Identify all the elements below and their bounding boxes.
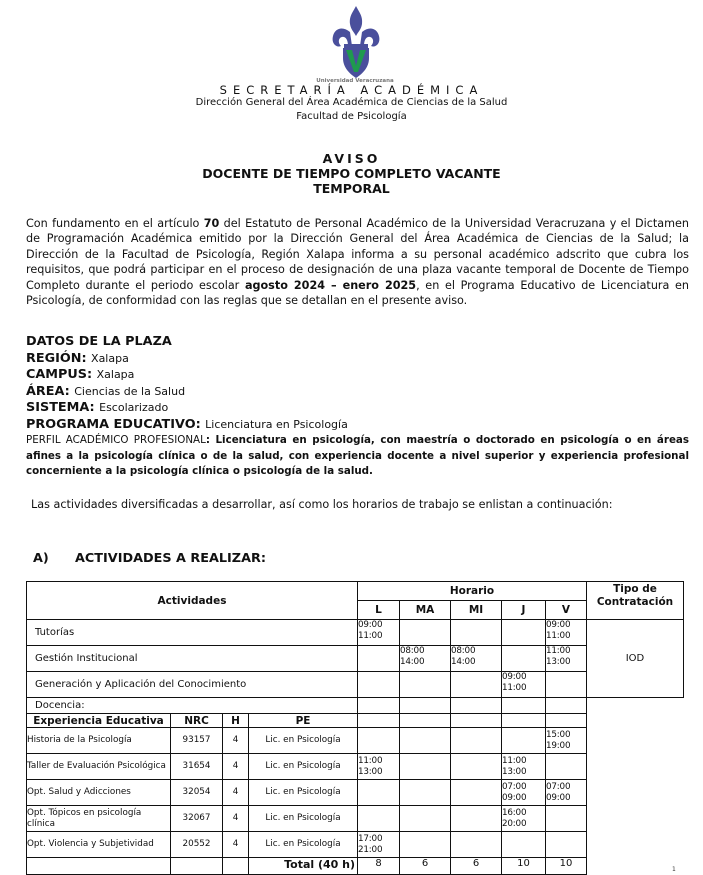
time-cell-ma <box>400 672 451 698</box>
total-label: Total (40 h) <box>249 858 358 875</box>
col-pe: PE <box>249 714 358 728</box>
time-cell-mi <box>451 806 502 832</box>
total-l: 8 <box>358 858 400 875</box>
page-number: 1 <box>672 866 676 873</box>
time-value: 17:00 <box>358 833 383 844</box>
time-cell-ma <box>400 832 451 858</box>
campus-value: Xalapa <box>96 368 135 382</box>
datos-heading: DATOS DE LA PLAZA <box>26 334 172 349</box>
time-cell-l <box>358 780 400 806</box>
time-value: 08:00 <box>400 646 425 656</box>
time-cell-ma <box>400 780 451 806</box>
time-cell-v <box>546 780 587 806</box>
time-cell-l <box>358 672 400 698</box>
course-pe: Lic. en Psicología <box>249 832 358 858</box>
tipo-contratacion-value: IOD <box>587 620 684 698</box>
time-cell-v <box>546 672 587 698</box>
col-day-mi: MI <box>451 601 502 620</box>
university-logo-icon <box>331 6 381 82</box>
course-hours: 4 <box>223 832 249 858</box>
docencia-label: Docencia: <box>27 698 358 714</box>
time-cell-l <box>358 646 400 672</box>
time-cell-j <box>502 780 546 806</box>
logo-caption: Universidad Veracruzana <box>316 78 394 84</box>
time-value: 20:00 <box>502 818 527 829</box>
time-cell-ma <box>400 754 451 780</box>
course-hours: 4 <box>223 754 249 780</box>
time-cell-j <box>502 672 546 698</box>
activity-name: Tutorías <box>27 620 358 646</box>
datos-plaza <box>26 334 689 434</box>
school-period: agosto 2024 – enero 2025 <box>244 278 417 292</box>
sistema-label: SISTEMA <box>26 400 90 416</box>
time-cell-l <box>358 728 400 754</box>
temporal-title: TEMPORAL <box>313 181 390 196</box>
course-hours: 4 <box>223 728 249 754</box>
intro-text-1: Con fundamento en el artículo <box>26 217 204 230</box>
time-cell-mi <box>451 672 502 698</box>
time-cell-mi <box>451 728 502 754</box>
col-tipo-contratacion: Tipo de Contratación <box>587 582 684 620</box>
perfil-label: PERFIL ACADÉMICO PROFESIONAL <box>26 434 206 446</box>
time-cell-mi <box>451 832 502 858</box>
time-value: 09:00 <box>546 792 571 803</box>
course-nrc: 32067 <box>171 806 223 832</box>
time-cell-v <box>546 620 587 646</box>
time-cell-l <box>358 754 400 780</box>
course-nrc: 20552 <box>171 832 223 858</box>
course-row <box>27 754 684 780</box>
col-day-v: V <box>546 601 587 620</box>
col-nrc: NRC <box>171 714 223 728</box>
course-name: Taller de Evaluación Psicológica <box>27 754 171 780</box>
intro-text-3: , en el Programa Educativo de Licenciatura en Psicología, de conformidad con las reglas que se detallan en el presente aviso. <box>26 278 689 308</box>
facultad-heading: Facultad de Psicología <box>296 111 407 122</box>
activities-table <box>26 581 684 875</box>
time-cell-ma <box>400 620 451 646</box>
time-cell-ma <box>400 728 451 754</box>
course-name: Opt. Salud y Adicciones <box>27 780 171 806</box>
course-pe: Lic. en Psicología <box>249 754 358 780</box>
activity-row <box>27 646 684 672</box>
time-cell-v <box>546 806 587 832</box>
time-cell-mi <box>451 646 502 672</box>
course-row <box>27 728 684 754</box>
activity-row <box>27 672 684 698</box>
time-cell-j <box>502 832 546 858</box>
time-value: 07:00 <box>546 781 571 792</box>
programa-row: PROGRAMA EDUCATIVO: Licenciatura en Psicología <box>26 416 348 432</box>
activities-intro: Las actividades diversificadas a desarrollar, así como los horarios de trabajo se enlistan a continuación: <box>31 498 613 511</box>
sistema-row: SISTEMA: Escolarizado <box>26 400 169 416</box>
area-row: ÁREA: Ciencias de la Salud <box>26 383 186 399</box>
activity-name: Generación y Aplicación del Conocimiento <box>27 672 358 698</box>
programa-label: PROGRAMA EDUCATIVO <box>26 416 196 432</box>
time-value: 09:00 <box>502 672 527 682</box>
time-cell-j <box>502 806 546 832</box>
area-label: ÁREA <box>26 383 65 399</box>
sistema-value: Escolarizado <box>99 401 169 415</box>
activity-row <box>27 620 684 646</box>
time-value: 07:00 <box>502 781 527 792</box>
time-value: 09:00 <box>502 792 527 803</box>
time-cell-j <box>502 754 546 780</box>
intro-text-2: del Estatuto de Personal Académico de la Universidad Veracruzana y el Dictamen de Programación Académica emitido por la Dirección General del Área Académica de Ciencias de la Salud; la Dirección de la Facultad de Psicología, Región Xalapa informa a su personal académico adscrito que cubra los requisitos, que podrá participar en el proceso de designación de una plaza vacante temporal de Docente de Tiempo Completo durante el periodo escolar <box>26 217 689 292</box>
time-cell-v <box>546 832 587 858</box>
time-value: 19:00 <box>546 740 571 751</box>
campus-row: CAMPUS: Xalapa <box>26 367 135 383</box>
time-cell-v <box>546 646 587 672</box>
docencia-row <box>27 698 684 714</box>
time-value: 09:00 <box>546 620 571 630</box>
time-cell-ma <box>400 646 451 672</box>
course-row <box>27 780 684 806</box>
campus-label: CAMPUS <box>26 367 88 383</box>
ee-header-row <box>27 714 684 728</box>
region-value: Xalapa <box>91 351 129 365</box>
course-hours: 4 <box>223 780 249 806</box>
time-value: 08:00 <box>451 646 476 656</box>
programa-value: Licenciatura en Psicología <box>205 417 348 431</box>
course-pe: Lic. en Psicología <box>249 806 358 832</box>
col-day-j: J <box>502 601 546 620</box>
course-pe: Lic. en Psicología <box>249 728 358 754</box>
total-row <box>27 858 684 875</box>
time-value: 11:00 <box>546 631 571 641</box>
time-cell-mi <box>451 780 502 806</box>
total-v: 10 <box>546 858 587 875</box>
time-value: 14:00 <box>400 657 425 667</box>
time-value: 21:00 <box>358 844 383 855</box>
col-horario: Horario <box>358 582 587 601</box>
time-cell-j <box>502 620 546 646</box>
time-value: 16:00 <box>502 807 527 818</box>
time-value: 13:00 <box>502 766 527 777</box>
perfil-value: Licenciatura en psicología, con maestría o doctorado en psicología o en áreas afines a la psicología clínica o de la salud, con experiencia docente a nivel superior y experiencia profesional concerniente a la psicología clínica o psicología de la salud. <box>26 434 689 478</box>
course-name: Historia de la Psicología <box>27 728 171 754</box>
col-actividades: Actividades <box>27 582 358 620</box>
time-cell-mi <box>451 620 502 646</box>
time-value: 09:00 <box>358 620 383 630</box>
time-cell-v <box>546 754 587 780</box>
col-h: H <box>223 714 249 728</box>
total-ma: 6 <box>400 858 451 875</box>
perfil-paragraph: PERFIL ACADÉMICO PROFESIONAL: Licenciatura en psicología, con maestría o doctorado en psicología o en áreas afines a la psicología clínica o de la salud, con experiencia docente a nivel superior y experiencia profesional concerniente a la psicología clínica o psicología de la salud. <box>26 434 689 478</box>
time-cell-mi <box>451 754 502 780</box>
intro-paragraph <box>26 216 689 308</box>
time-cell-l <box>358 806 400 832</box>
section-title: ACTIVIDADES A REALIZAR: <box>75 551 266 566</box>
col-day-l: L <box>358 601 400 620</box>
article-number: 70 <box>203 217 220 230</box>
section-a-heading <box>33 551 266 566</box>
total-j: 10 <box>502 858 546 875</box>
time-value: 13:00 <box>546 657 571 667</box>
time-value: 11:00 <box>502 755 527 766</box>
col-experiencia-educativa: Experiencia Educativa <box>27 714 171 728</box>
aviso-title: AVISO <box>322 151 381 166</box>
time-cell-l <box>358 620 400 646</box>
course-hours: 4 <box>223 806 249 832</box>
course-name: Opt. Tópicos en psicología clínica <box>27 806 171 832</box>
course-nrc: 31654 <box>171 754 223 780</box>
time-cell-ma <box>400 806 451 832</box>
region-label: REGIÓN <box>26 350 82 366</box>
course-nrc: 93157 <box>171 728 223 754</box>
area-value: Ciencias de la Salud <box>74 384 186 398</box>
time-cell-l <box>358 832 400 858</box>
time-value: 15:00 <box>546 729 571 740</box>
time-value: 11:00 <box>546 646 571 656</box>
time-cell-j <box>502 728 546 754</box>
time-value: 11:00 <box>358 755 383 766</box>
time-value: 11:00 <box>358 631 383 641</box>
time-value: 13:00 <box>358 766 383 777</box>
total-mi: 6 <box>451 858 502 875</box>
docente-title: DOCENTE DE TIEMPO COMPLETO VACANTE <box>202 166 501 181</box>
region-row: REGIÓN: Xalapa <box>26 350 129 366</box>
course-pe: Lic. en Psicología <box>249 780 358 806</box>
course-name: Opt. Violencia y Subjetividad <box>27 832 171 858</box>
activity-name: Gestión Institucional <box>27 646 358 672</box>
time-cell-j <box>502 646 546 672</box>
course-nrc: 32054 <box>171 780 223 806</box>
secretaria-heading: SECRETARÍA ACADÉMICA <box>219 83 484 97</box>
time-value: 14:00 <box>451 657 476 667</box>
time-value: 11:00 <box>502 683 527 693</box>
col-day-ma: MA <box>400 601 451 620</box>
course-row <box>27 832 684 858</box>
time-cell-v <box>546 728 587 754</box>
direccion-heading: Dirección General del Área Académica de Ciencias de la Salud <box>195 97 508 108</box>
course-row <box>27 806 684 832</box>
section-tag: A) <box>33 551 49 566</box>
